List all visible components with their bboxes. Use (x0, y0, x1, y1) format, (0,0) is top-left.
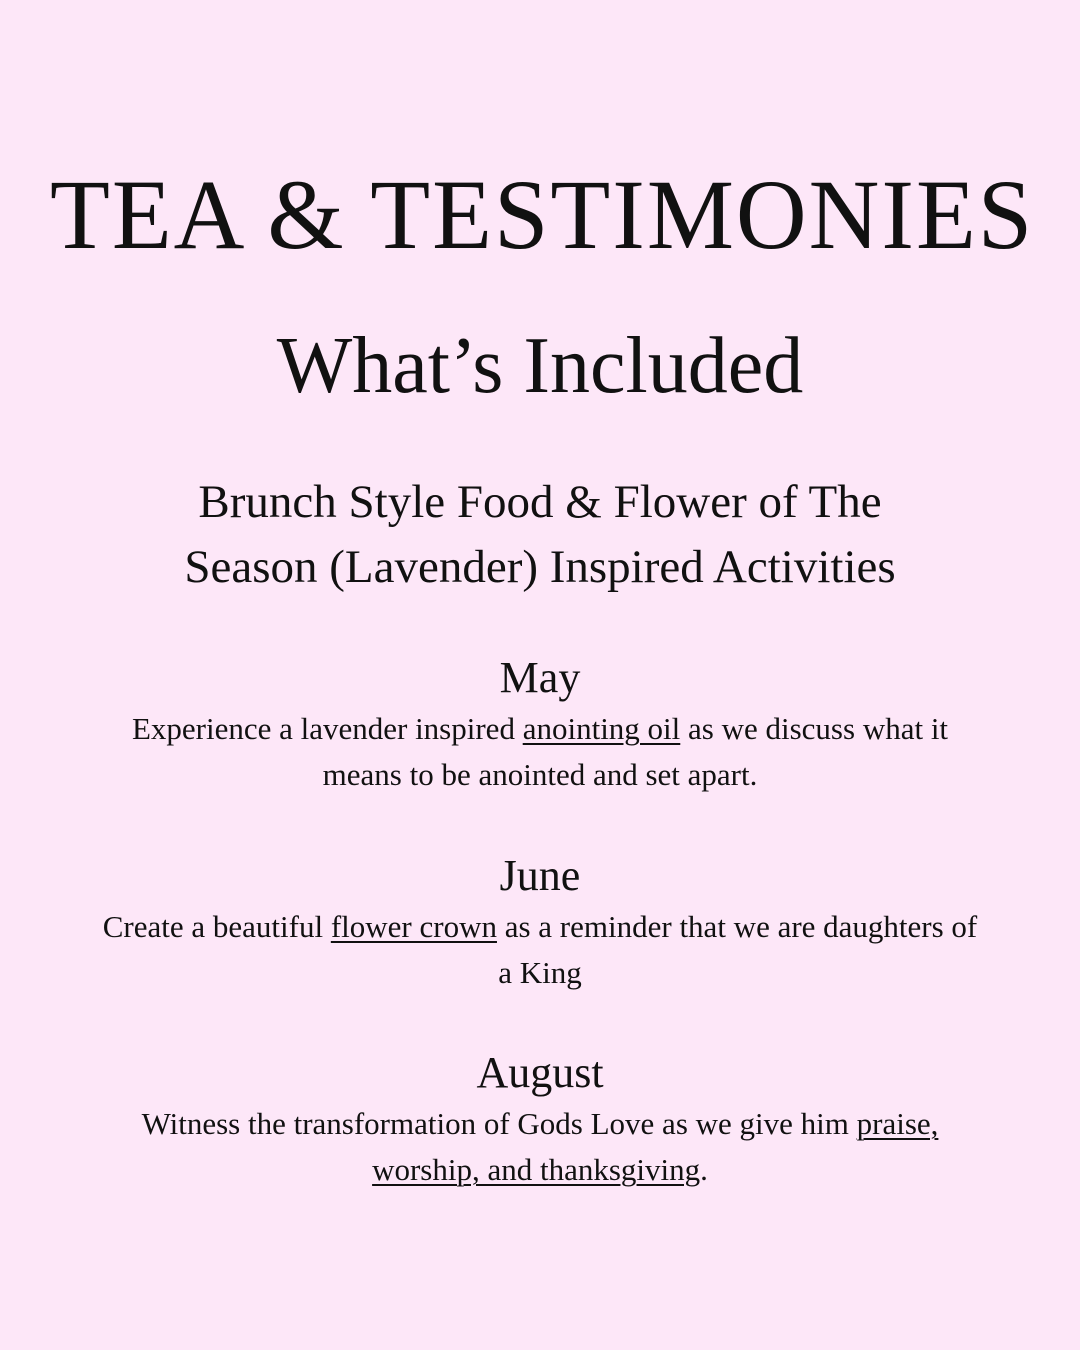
month-august-text-after: . (700, 1152, 708, 1187)
month-august-block (100, 1045, 980, 1193)
month-june-description (100, 904, 980, 996)
month-august-description (100, 1101, 980, 1193)
month-may-description (100, 706, 980, 798)
month-may-text-after: as we discuss what it means to be anointed and set apart. (322, 711, 949, 792)
month-june-title: June (499, 851, 581, 900)
month-may-block (100, 650, 980, 798)
month-june-block (100, 848, 980, 996)
month-august-title: August (476, 1048, 604, 1097)
praise-worship-thanksgiving-link[interactable]: praise, worship, and thanksgiving (372, 1106, 939, 1187)
month-may-text-before: Experience a lavender inspired (131, 711, 523, 746)
month-may-title: May (499, 653, 581, 702)
flower-crown-link[interactable]: flower crown (330, 909, 497, 944)
month-august-text-before: Witness the transformation of Gods Love as we give him (141, 1106, 857, 1141)
month-june-text-after: as a reminder that we are daughters of a King (496, 909, 978, 990)
intro-text (120, 470, 960, 600)
brand-title: TEA & TESTIMONIES (50, 159, 1035, 270)
anointing-oil-link[interactable]: anointing oil (522, 711, 681, 746)
intro-line-1: Brunch Style Food & Flower of The (198, 476, 882, 528)
intro-line-2: Season (Lavender) Inspired Activities (184, 541, 896, 593)
month-june-text-before: Create a beautiful (102, 909, 331, 944)
section-heading: What’s Included (276, 322, 804, 410)
